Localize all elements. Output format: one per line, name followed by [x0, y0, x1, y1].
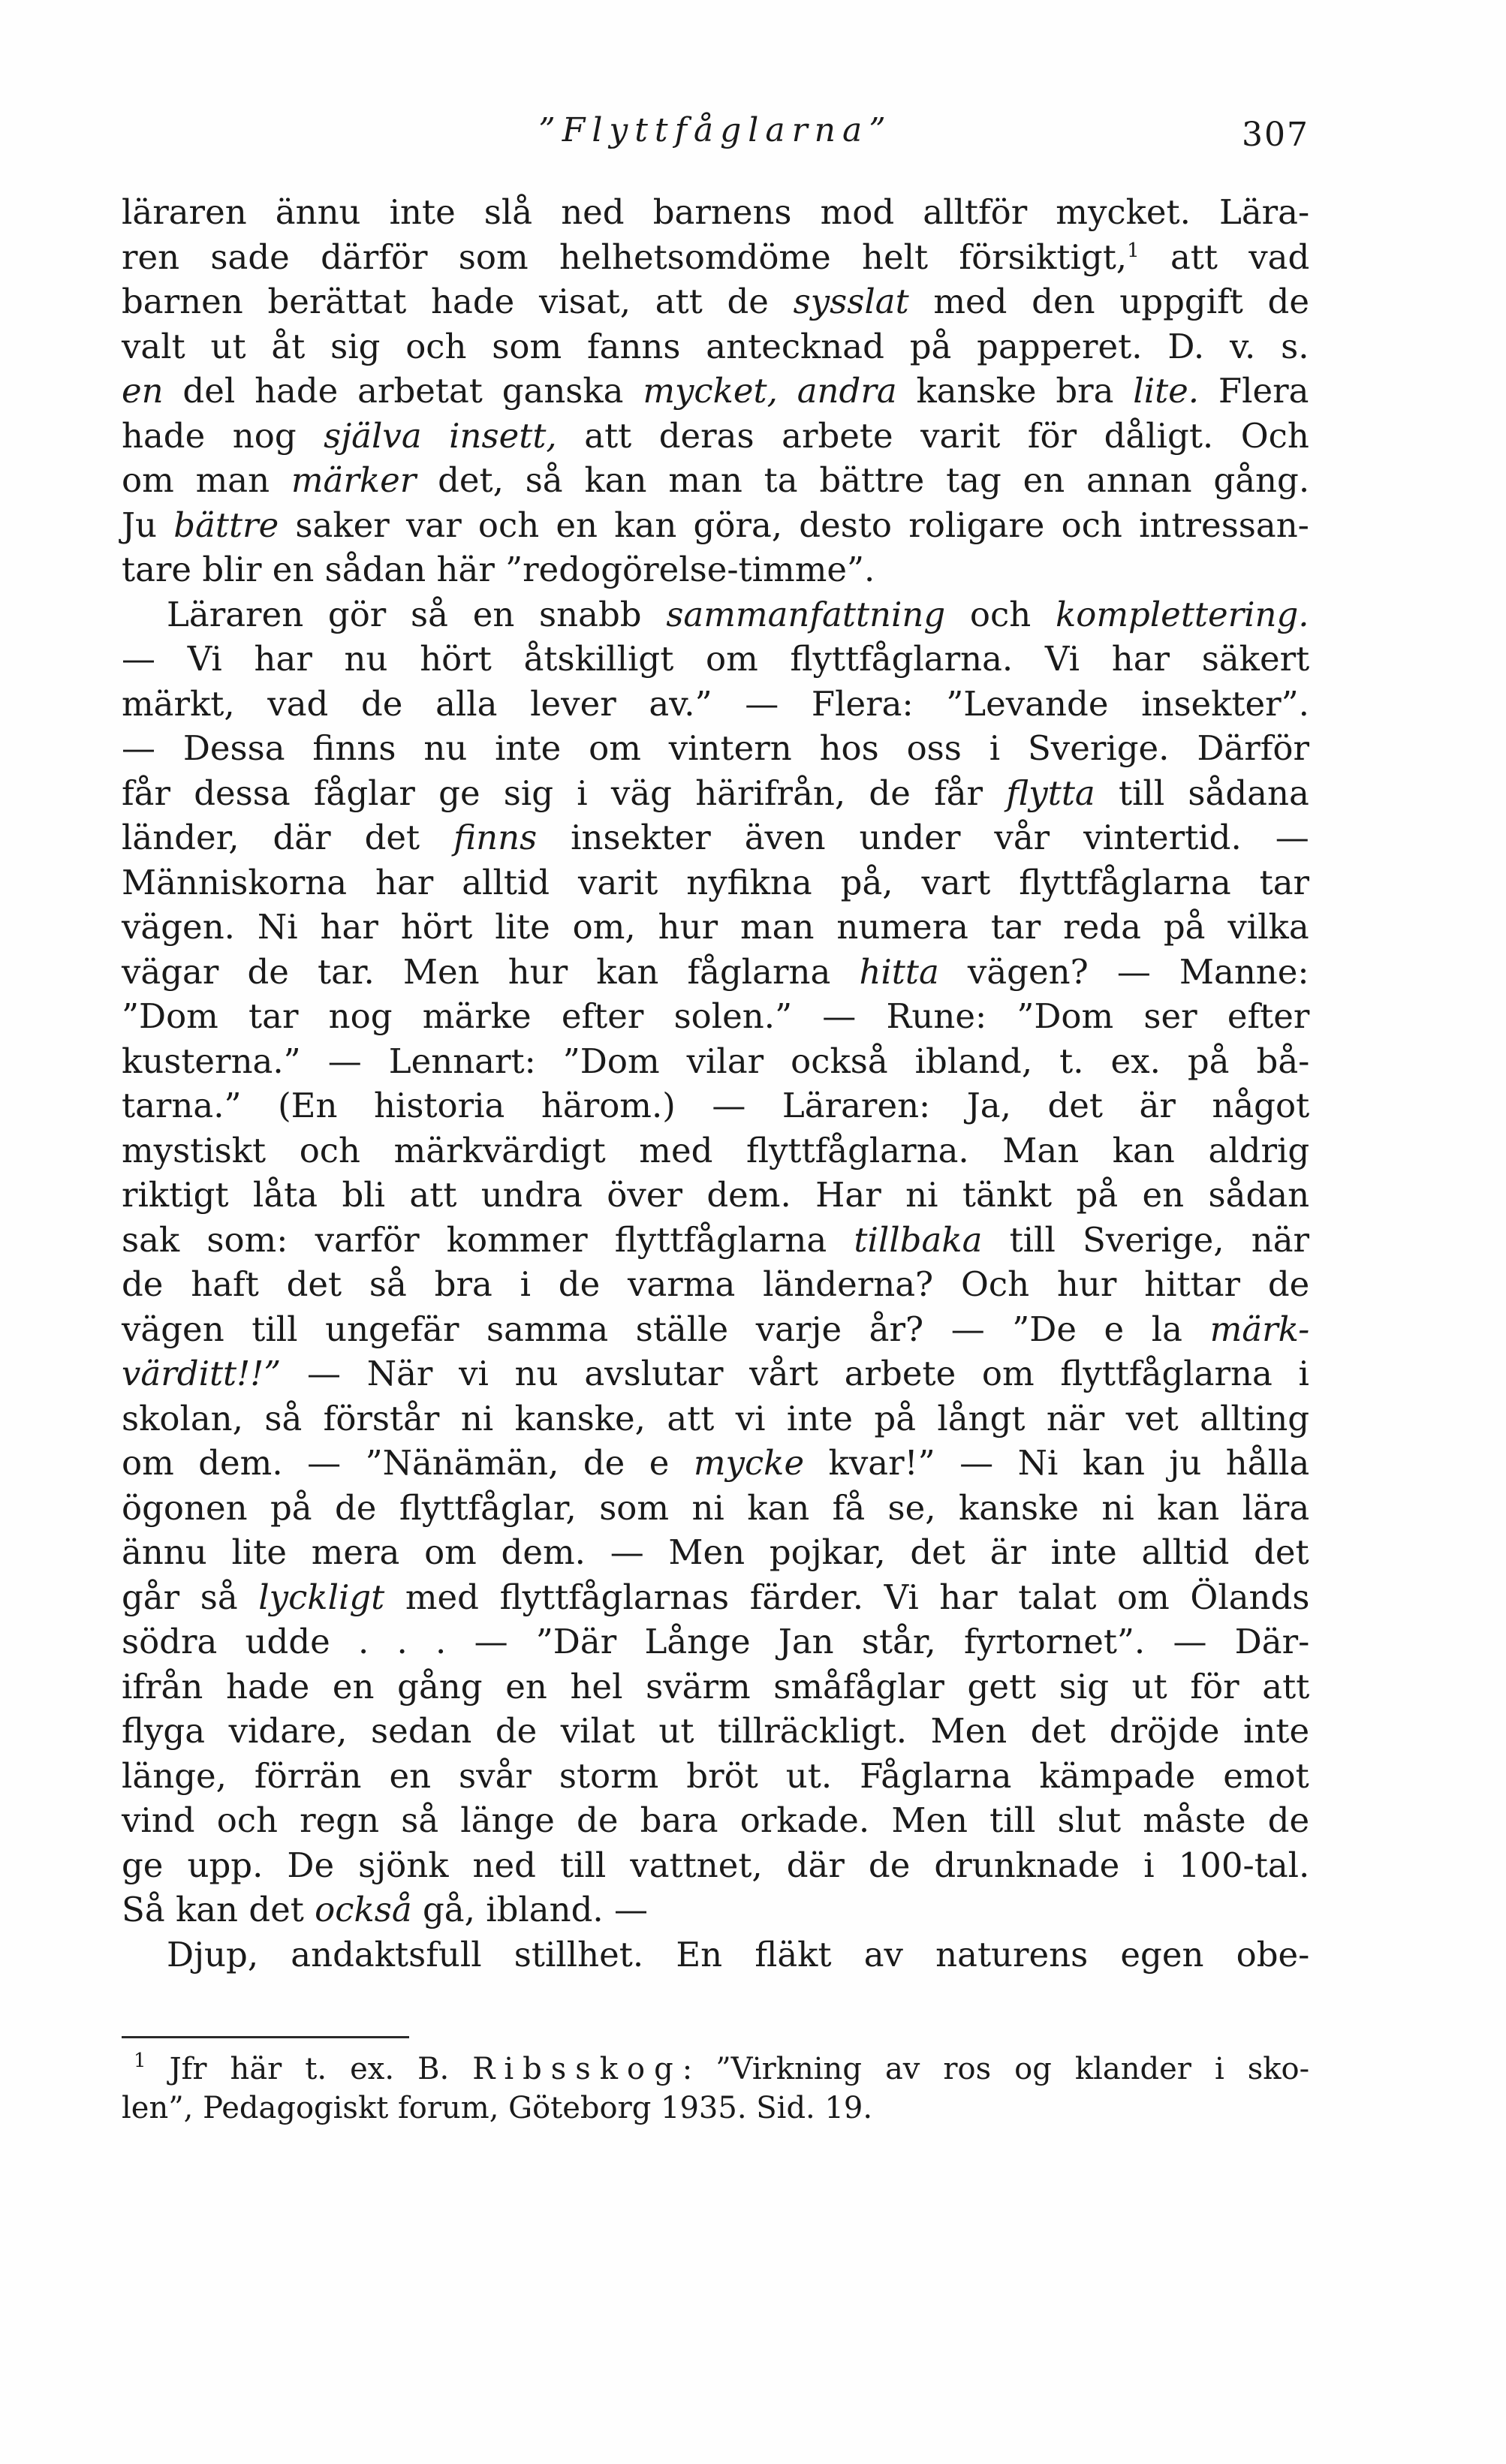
text-line: tarna.” (En historia härom.) — Läraren: Ja, det är något	[122, 1086, 1310, 1125]
text-line: riktigt låta bli att undra över dem. Har ni tänkt på en sådan	[122, 1175, 1310, 1215]
text-line: Ju bättre saker var och en kan göra, desto roligare och intressan-	[122, 505, 1309, 545]
text-line: — Vi har nu hört åtskilligt om flyttfåglarna. Vi har säkert	[122, 639, 1310, 679]
text-line: hade nog själva insett, att deras arbete varit för dåligt. Och	[122, 415, 1309, 456]
text-line: länge, förrän en svår storm bröt ut. Fåglarna kämpade emot	[122, 1755, 1309, 1796]
text-line: ge upp. De sjönk ned till vattnet, där de drunknade i 100-tal.	[122, 1845, 1310, 1885]
text-line: vägen. Ni har hört lite om, hur man numera tar reda på vilka	[122, 907, 1309, 947]
text-line: Djup, andaktsfull stillhet. En fläkt av naturens egen obe-	[167, 1934, 1310, 1975]
text-line: — Dessa finns nu inte om vintern hos oss i Sverige. Därför	[122, 728, 1310, 768]
running-title: ”Flyttfåglarna”	[538, 111, 893, 149]
text-line: ännu lite mera om dem. — Men pojkar, det är inte alltid det	[122, 1532, 1309, 1572]
text-line: om man märker det, så kan man ta bättre tag en annan gång.	[122, 460, 1310, 500]
footnote-line: len”, Pedagogiskt forum, Göteborg 1935. Sid. 19.	[122, 2091, 873, 2125]
text-line: Så kan det också gå, ibland. —	[122, 1890, 649, 1929]
text-line: ren sade därför som helhetsomdöme helt försiktigt,$^1$ att vad	[122, 236, 1310, 277]
text-line: läraren ännu inte slå ned barnens mod alltför mycket. Lära-	[122, 192, 1310, 232]
text-line: ögonen på de flyttfåglar, som ni kan få se, kanske ni kan lära	[122, 1487, 1310, 1528]
text-line: de haft det så bra i de varma länderna? Och hur hittar de	[122, 1264, 1310, 1304]
text-line: länder, där det finns insekter även under vår vintertid. —	[122, 818, 1309, 857]
text-line: Människorna har alltid varit nyfikna på, vart flyttfåglarna tar	[122, 862, 1310, 902]
text-line: skolan, så förstår ni kanske, att vi inte på långt när vet allting	[122, 1398, 1310, 1438]
text-line: ”Dom tar nog märke efter solen.” — Rune: ”Dom ser efter	[122, 996, 1310, 1036]
text-line: går så lyckligt med flyttfåglarnas färder. Vi har talat om Ölands	[122, 1577, 1310, 1617]
text-line: om dem. — ”Nänämän, de e mycke kvar!” — Ni kan ju hålla	[122, 1443, 1310, 1483]
text-line: barnen berättat hade visat, att de sysslat med den uppgift de	[122, 282, 1309, 321]
text-line: mystiskt och märkvärdigt med flyttfåglarna. Man kan aldrig	[122, 1130, 1310, 1170]
footnote-marker: 1	[1127, 239, 1140, 262]
footnote-number: 1	[134, 2050, 146, 2072]
text-line: södra udde . . . — ”Där Långe Jan står, fyrtornet”. — Där-	[122, 1622, 1310, 1661]
text-line: Läraren gör så en snabb sammanfattning och komplettering.	[167, 594, 1309, 634]
text-line: flyga vidare, sedan de vilat ut tillräckligt. Men det dröjde inte	[122, 1711, 1310, 1751]
footnotes	[122, 2050, 1309, 2128]
text-line: vägar de tar. Men hur kan fåglarna hitta vägen? — Manne:	[122, 951, 1309, 992]
text-line: märkt, vad de alla lever av.” — Flera: ”Levande insekter”.	[122, 683, 1309, 724]
footnote-line: $^1$ Jfr här t. ex. B. Ribsskog: ”Virkning av ros og klander i sko-	[134, 2050, 1310, 2086]
text-line: valt ut åt sig och som fanns antecknad på papperet. D. v. s.	[122, 326, 1309, 366]
text-line: tare blir en sådan här ”redogörelse-timme”.	[122, 550, 875, 589]
page-number: 307	[1242, 116, 1309, 154]
text-line: en del hade arbetat ganska mycket, andra kanske bra lite. Flera	[122, 371, 1309, 411]
text-line: vind och regn så länge de bara orkade. Men till slut måste de	[122, 1800, 1310, 1840]
text-line: kusterna.” — Lennart: ”Dom vilar också ibland, t. ex. på bå-	[122, 1041, 1310, 1081]
page-header	[122, 111, 1309, 171]
body-text	[122, 190, 1309, 1977]
text-line: sak som: varför kommer flyttfåglarna tillbaka till Sverige, när	[122, 1219, 1310, 1260]
footnote-divider	[122, 2036, 409, 2038]
text-line: vägen till ungefär samma ställe varje år? — ”De e la märk-	[122, 1309, 1310, 1349]
text-line: får dessa fåglar ge sig i väg härifrån, de får flytta till sådana	[122, 773, 1309, 813]
text-line: ifrån hade en gång en hel svärm småfåglar gett sig ut för att	[122, 1666, 1310, 1706]
text-line: värditt!!” — När vi nu avslutar vårt arbete om flyttfåglarna i	[122, 1354, 1309, 1393]
